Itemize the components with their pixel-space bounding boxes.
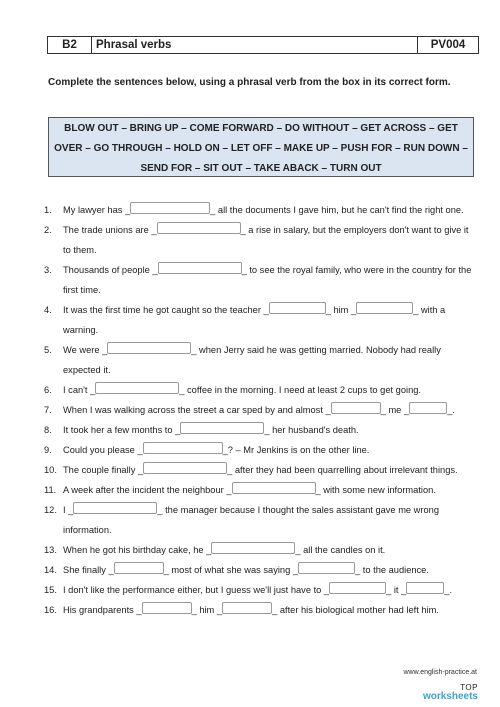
sentence-item bbox=[44, 220, 476, 260]
sentence-text: She finally _ _ most of what she was saying _ _ to the audience. bbox=[63, 560, 476, 580]
sentence-number: 6. bbox=[44, 385, 52, 395]
sentence-number: 11. bbox=[44, 485, 57, 495]
answer-blank[interactable] bbox=[331, 402, 381, 414]
worksheet-code: PV004 bbox=[430, 39, 466, 51]
answer-blank[interactable] bbox=[406, 582, 444, 594]
sentence-item bbox=[44, 380, 476, 400]
sentence-text: The couple finally _ _ after they had been quarrelling about irrelevant things. bbox=[63, 460, 476, 480]
sentence-number: 1. bbox=[44, 205, 52, 215]
answer-blank[interactable] bbox=[157, 222, 241, 234]
sentence-item bbox=[44, 500, 476, 540]
sentence-text: Thousands of people _ _ to see the royal family, who were in the country for the first time. bbox=[63, 260, 476, 300]
sentence-item bbox=[44, 400, 476, 420]
phrasal-verb-box: BLOW OUT – BRING UP – COME FORWARD – DO WITHOUT – GET ACROSS – GET OVER – GO THROUGH – HOLD ON – LET OFF – MAKE UP – PUSH FOR – RUN DOWN – SEND FOR – SIT OUT – TAKE ABACK – TURN OUT bbox=[48, 117, 474, 177]
sentence-text: When I was walking across the street a car sped by and almost _ _ me _ _. bbox=[63, 400, 476, 420]
sentence-number: 13. bbox=[44, 545, 57, 555]
answer-blank[interactable] bbox=[114, 562, 164, 574]
sentence-item bbox=[44, 260, 476, 300]
sentence-number: 2. bbox=[44, 225, 52, 235]
sentence-item bbox=[44, 560, 476, 580]
sentence-item bbox=[44, 540, 476, 560]
instruction-text: Complete the sentences below, using a phrasal verb from the box in its correct form. bbox=[48, 77, 451, 88]
answer-blank[interactable] bbox=[222, 602, 272, 614]
sentence-number: 4. bbox=[44, 305, 52, 315]
sentence-text: I don't like the performance either, but I guess we'll just have to _ _ it _ _. bbox=[63, 580, 476, 600]
sentence-item bbox=[44, 440, 476, 460]
sentence-number: 9. bbox=[44, 445, 52, 455]
sentence-number: 7. bbox=[44, 405, 52, 415]
answer-blank[interactable] bbox=[130, 202, 210, 214]
sentence-number: 16. bbox=[44, 605, 57, 615]
sentence-text: We were _ _ when Jerry said he was getting married. Nobody had really expected it. bbox=[63, 340, 476, 380]
answer-blank[interactable] bbox=[409, 402, 447, 414]
logo-top-text: TOP bbox=[460, 683, 478, 692]
answer-blank[interactable] bbox=[73, 502, 157, 514]
answer-blank[interactable] bbox=[329, 582, 386, 594]
sentence-item bbox=[44, 580, 476, 600]
sentence-item bbox=[44, 460, 476, 480]
sentence-number: 3. bbox=[44, 265, 52, 275]
answer-blank[interactable] bbox=[356, 302, 413, 314]
sentence-number: 5. bbox=[44, 345, 52, 355]
answer-blank[interactable] bbox=[211, 542, 295, 554]
sentence-number: 10. bbox=[44, 465, 57, 475]
answer-blank[interactable] bbox=[95, 382, 179, 394]
sentence-number: 12. bbox=[44, 505, 57, 515]
sentence-text: It was the first time he got caught so the teacher _ _ him _ _ with a warning. bbox=[63, 300, 476, 340]
answer-blank[interactable] bbox=[142, 602, 192, 614]
answer-blank[interactable] bbox=[180, 422, 264, 434]
answer-blank[interactable] bbox=[143, 442, 223, 454]
sentence-item bbox=[44, 600, 476, 620]
logo-bottom-text: worksheets bbox=[422, 691, 478, 702]
sentence-text: The trade unions are _ _ a rise in salary, but the employers don't want to give it to them. bbox=[63, 220, 476, 260]
answer-blank[interactable] bbox=[232, 482, 316, 494]
worksheet-header bbox=[47, 36, 479, 54]
answer-blank[interactable] bbox=[269, 302, 326, 314]
worksheet-title: Phrasal verbs bbox=[92, 37, 418, 53]
sentence-item bbox=[44, 300, 476, 340]
answer-blank[interactable] bbox=[158, 262, 242, 274]
answer-blank[interactable] bbox=[107, 342, 191, 354]
sentence-number: 14. bbox=[44, 565, 57, 575]
footer-url: www.english-practice.at bbox=[403, 669, 477, 676]
sentence-text: His grandparents _ _ him _ _ after his biological mother had left him. bbox=[63, 600, 476, 620]
topworksheets-logo bbox=[423, 683, 478, 701]
sentence-text: It took her a few months to _ _ her husband's death. bbox=[63, 420, 476, 440]
sentence-item bbox=[44, 200, 476, 220]
answer-blank[interactable] bbox=[298, 562, 355, 574]
sentence-text: When he got his birthday cake, he _ _ all the candles on it. bbox=[63, 540, 476, 560]
sentence-text: I can't _ _ coffee in the morning. I need at least 2 cups to get going. bbox=[63, 380, 476, 400]
sentence-item bbox=[44, 340, 476, 380]
sentence-item bbox=[44, 480, 476, 500]
sentence-number: 8. bbox=[44, 425, 52, 435]
sentence-text: My lawyer has _ _ all the documents I gave him, but he can't find the right one. bbox=[63, 200, 476, 220]
sentence-list bbox=[44, 200, 476, 620]
sentence-item bbox=[44, 420, 476, 440]
sentence-text: A week after the incident the neighbour _ _ with some new information. bbox=[63, 480, 476, 500]
sentence-number: 15. bbox=[44, 585, 57, 595]
sentence-text: Could you please _ _? – Mr Jenkins is on the other line. bbox=[63, 440, 476, 460]
sentence-text: I _ _ the manager because I thought the sales assistant gave me wrong information. bbox=[63, 500, 476, 540]
answer-blank[interactable] bbox=[143, 462, 227, 474]
level-label: B2 bbox=[48, 37, 92, 53]
